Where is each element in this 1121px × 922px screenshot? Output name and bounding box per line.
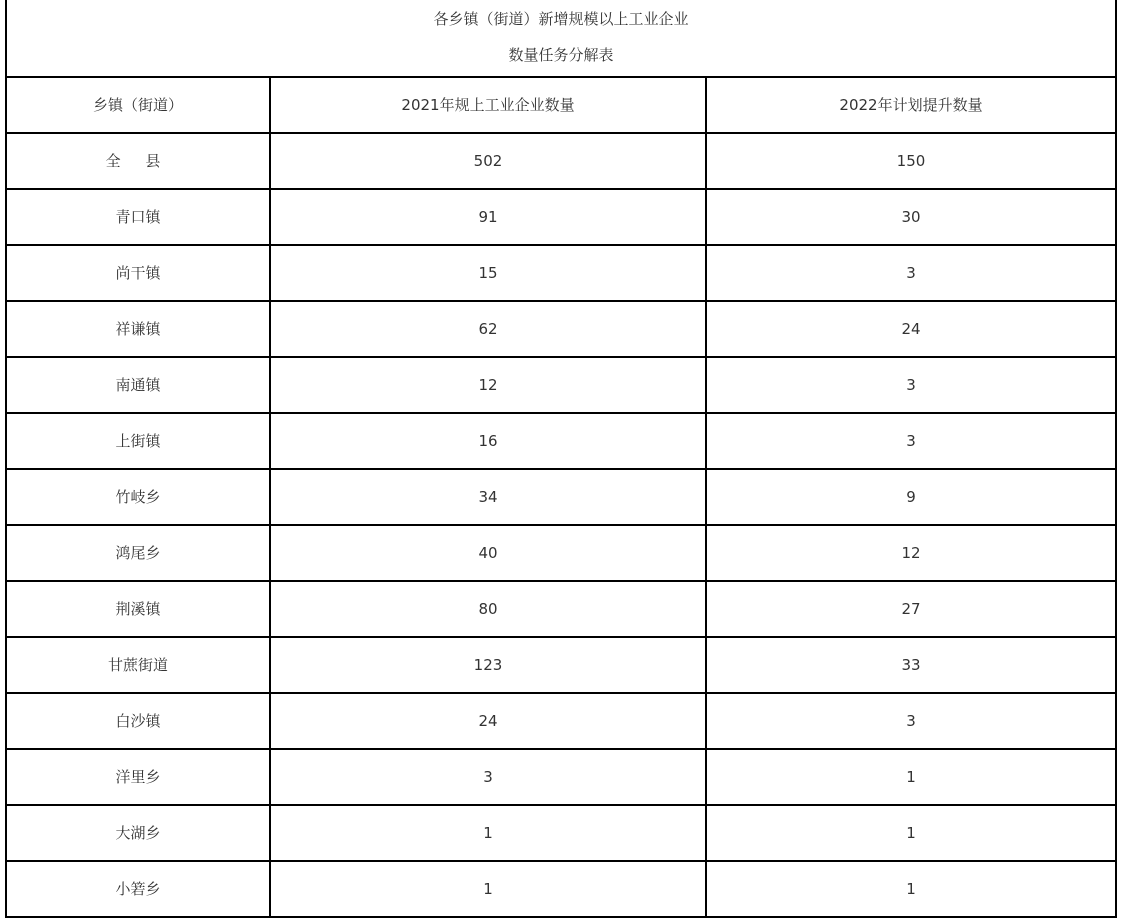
table-row	[6, 357, 1116, 413]
table-row	[6, 469, 1116, 525]
township-name-cell: 全 县	[6, 133, 270, 189]
table-row	[6, 637, 1116, 693]
table-row	[6, 805, 1116, 861]
count-2021-cell: 34	[270, 469, 706, 525]
table-row	[6, 749, 1116, 805]
count-2021-cell: 502	[270, 133, 706, 189]
township-name-cell: 南通镇	[6, 357, 270, 413]
count-2021-cell: 16	[270, 413, 706, 469]
plan-2022-cell: 24	[706, 301, 1116, 357]
table-header-row	[6, 77, 1116, 133]
table-row	[6, 581, 1116, 637]
count-2021-cell: 40	[270, 525, 706, 581]
plan-2022-cell: 3	[706, 693, 1116, 749]
table-title-row	[6, 0, 1116, 77]
count-2021-cell: 80	[270, 581, 706, 637]
count-2021-cell: 123	[270, 637, 706, 693]
township-name-cell: 小箬乡	[6, 861, 270, 917]
plan-2022-cell: 3	[706, 357, 1116, 413]
count-2021-cell: 12	[270, 357, 706, 413]
table-row	[6, 245, 1116, 301]
township-name-cell: 甘蔗街道	[6, 637, 270, 693]
task-breakdown-table	[5, 0, 1117, 918]
count-2021-cell: 3	[270, 749, 706, 805]
table-title-line-1: 各乡镇（街道）新增规模以上工业企业	[433, 9, 689, 28]
column-header-plan-2022: 2022年计划提升数量	[706, 77, 1116, 133]
count-2021-cell: 1	[270, 861, 706, 917]
count-2021-cell: 62	[270, 301, 706, 357]
table-row	[6, 525, 1116, 581]
township-name-cell: 祥谦镇	[6, 301, 270, 357]
plan-2022-cell: 9	[706, 469, 1116, 525]
township-name-cell: 上街镇	[6, 413, 270, 469]
table-row	[6, 861, 1116, 917]
table-row	[6, 301, 1116, 357]
count-2021-cell: 1	[270, 805, 706, 861]
column-header-township: 乡镇（街道）	[6, 77, 270, 133]
township-name-cell: 白沙镇	[6, 693, 270, 749]
plan-2022-cell: 1	[706, 749, 1116, 805]
plan-2022-cell: 150	[706, 133, 1116, 189]
table-row	[6, 133, 1116, 189]
plan-2022-cell: 1	[706, 861, 1116, 917]
plan-2022-cell: 3	[706, 245, 1116, 301]
table-title-cell	[6, 0, 1116, 77]
township-name-cell: 荆溪镇	[6, 581, 270, 637]
township-name-cell: 大湖乡	[6, 805, 270, 861]
plan-2022-cell: 33	[706, 637, 1116, 693]
column-header-count-2021: 2021年规上工业企业数量	[270, 77, 706, 133]
plan-2022-cell: 27	[706, 581, 1116, 637]
township-name-cell: 青口镇	[6, 189, 270, 245]
township-name-cell: 洋里乡	[6, 749, 270, 805]
table-row	[6, 189, 1116, 245]
plan-2022-cell: 30	[706, 189, 1116, 245]
township-name-cell: 尚干镇	[6, 245, 270, 301]
plan-2022-cell: 12	[706, 525, 1116, 581]
table-body	[6, 0, 1116, 917]
count-2021-cell: 24	[270, 693, 706, 749]
township-name-cell: 鸿尾乡	[6, 525, 270, 581]
township-name-cell: 竹岐乡	[6, 469, 270, 525]
table-row	[6, 413, 1116, 469]
table-row	[6, 693, 1116, 749]
count-2021-cell: 91	[270, 189, 706, 245]
plan-2022-cell: 3	[706, 413, 1116, 469]
table-title-line-2: 数量任务分解表	[508, 45, 614, 64]
count-2021-cell: 15	[270, 245, 706, 301]
plan-2022-cell: 1	[706, 805, 1116, 861]
